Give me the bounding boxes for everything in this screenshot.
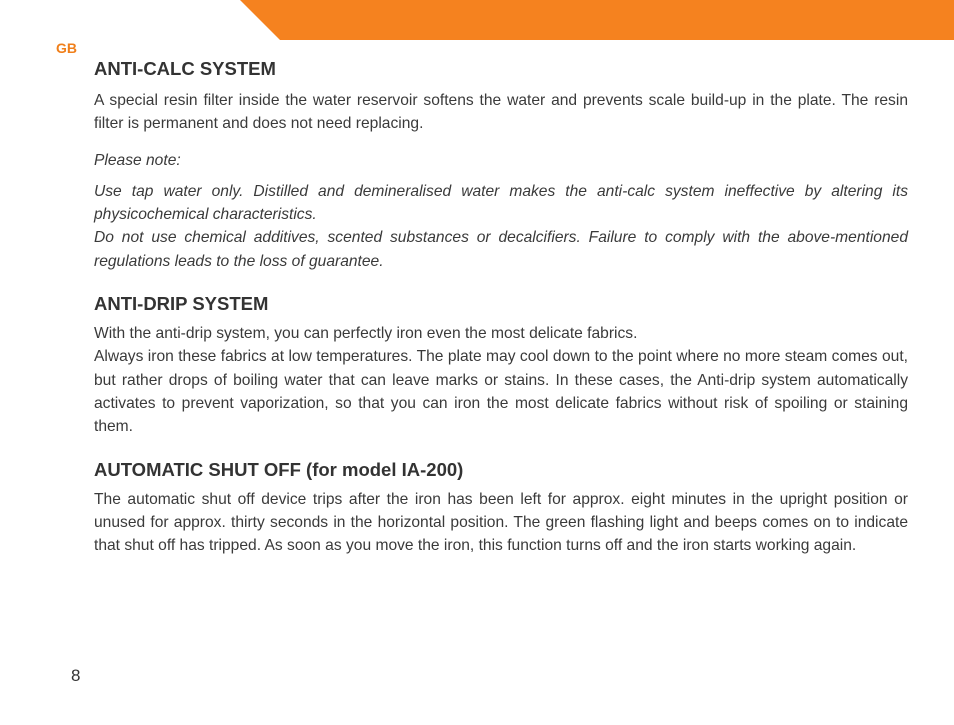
section-heading-anti-drip: ANTI-DRIP SYSTEM	[94, 293, 269, 315]
accent-shape	[0, 0, 954, 40]
section-heading-auto-shut-off: AUTOMATIC SHUT OFF (for model IA-200)	[94, 458, 464, 480]
paragraph-anti-drip: With the anti-drip system, you can perfectly iron even the most delicate fabrics. Always iron these fabrics at low temperatures. The plate may cool down to the point where no more steam comes out, but rather drops of boiling water that can leave marks or stains. In these cases, the Anti-drip system automatically activates to prevent vaporization, so that you can iron the most delicate fabrics without risk of spoiling or staining them.	[94, 325, 908, 436]
header-accent-bar	[0, 0, 954, 40]
language-label: GB	[56, 40, 77, 56]
document-content	[94, 55, 908, 557]
paragraph-auto-shut-off: The automatic shut off device trips after the iron has been left for approx. eight minutes in the upright position or unused for approx. thirty seconds in the horizontal position. The green flashing light and beeps comes on to indicate that shut off has tripped. As soon as you move the iron, this function turns off and the iron starts working again.	[94, 490, 908, 555]
section-heading-anti-calc: ANTI-CALC SYSTEM	[94, 58, 276, 79]
page-number: 8	[71, 666, 81, 685]
paragraph-please-note: Please note:	[94, 151, 181, 169]
paragraph-anti-calc-intro: A special resin filter inside the water reservoir softens the water and prevents scale build-up in the plate. The resin filter is permanent and does not need replacing.	[94, 92, 908, 133]
paragraph-anti-calc-warning: Use tap water only. Distilled and demineralised water makes the anti-calc system ineffective by altering its physicochemical characteristics. Do not use chemical additives, scented substances or decalcifiers. Failure to comply with the above-mentioned regulations leads to the loss of guarantee.	[94, 182, 908, 270]
